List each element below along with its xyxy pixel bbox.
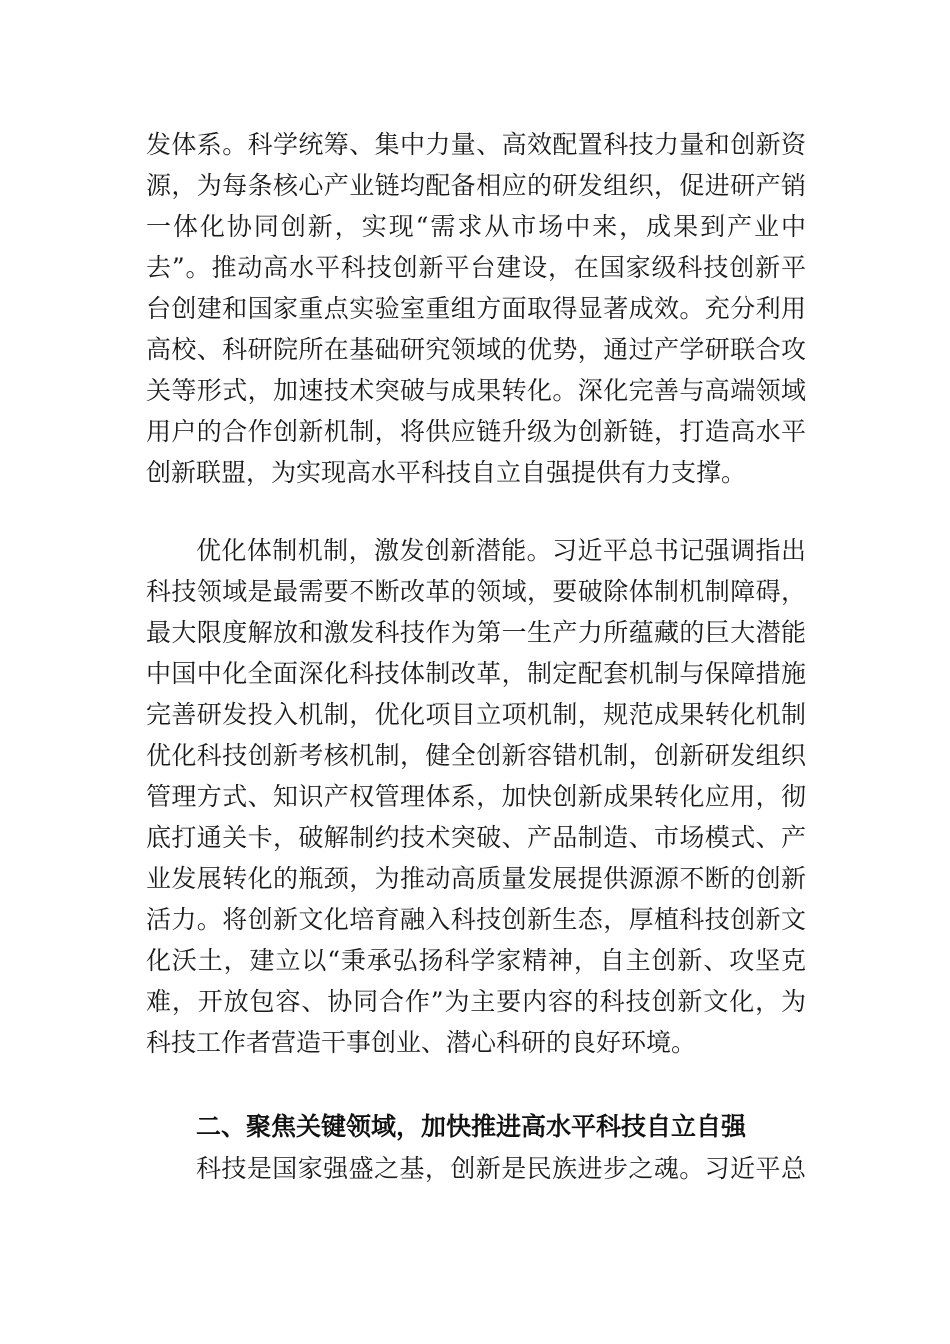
paragraph-line: 科技是国家强盛之基，创新是民族进步之魂。习近平总 xyxy=(196,1154,806,1183)
paragraph-line: 管理方式、知识产权管理体系，加快创新成果转化应用，彻 xyxy=(146,782,806,811)
paragraph-line: 科技工作者营造干事创业、潜心科研的良好环境。 xyxy=(146,1028,697,1057)
paragraph-line: 中国中化全面深化科技体制改革，制定配套机制与保障措施 xyxy=(146,659,806,688)
paragraph-line: 底打通关卡，破解制约技术突破、产品制造、市场模式、产 xyxy=(146,823,806,852)
paragraph-line: 关等形式，加速技术突破与成果转化。深化完善与高端领域 xyxy=(146,376,806,405)
paragraph-line: 科技领域是最需要不断改革的领域，要破除体制机制障碍， xyxy=(146,577,806,606)
paragraph-line: 难，开放包容、协同合作”为主要内容的科技创新文化，为 xyxy=(146,987,806,1016)
paragraph-line: 优化科技创新考核机制，健全创新容错机制，创新研发组织 xyxy=(146,741,806,770)
paragraph-line: 业发展转化的瓶颈，为推动高质量发展提供源源不断的创新 xyxy=(146,864,806,893)
paragraph-line: 发体系。科学统筹、集中力量、高效配置科技力量和创新资 xyxy=(146,130,806,159)
paragraph-line: 用户的合作创新机制，将供应链升级为创新链，打造高水平 xyxy=(146,417,806,446)
paragraph-line: 活力。将创新文化培育融入科技创新生态，厚植科技创新文 xyxy=(146,905,806,934)
paragraph-line: 化沃土，建立以“秉承弘扬科学家精神，自主创新、攻坚克 xyxy=(146,946,806,975)
section-heading: 二、聚焦关键领域，加快推进高水平科技自立自强 xyxy=(196,1112,747,1141)
paragraph-line: 最大限度解放和激发科技作为第一生产力所蕴藏的巨大潜能 xyxy=(146,618,806,647)
paragraph-line: 源，为每条核心产业链均配备相应的研发组织，促进研产销 xyxy=(146,171,806,200)
paragraph-line: 高校、科研院所在基础研究领域的优势，通过产学研联合攻 xyxy=(146,335,806,364)
paragraph-line: 优化体制机制，激发创新潜能。习近平总书记强调指出 xyxy=(196,536,806,565)
paragraph-line: 创新联盟，为实现高水平科技自立自强提供有力支撑。 xyxy=(146,458,747,487)
paragraph-line: 台创建和国家重点实验室重组方面取得显著成效。充分利用 xyxy=(146,294,806,323)
paragraph-line: 一体化协同创新，实现“需求从市场中来，成果到产业中 xyxy=(146,212,806,241)
paragraph-line: 去”。推动高水平科技创新平台建设，在国家级科技创新平 xyxy=(146,253,806,282)
paragraph-line: 完善研发投入机制，优化项目立项机制，规范成果转化机制 xyxy=(146,700,806,729)
